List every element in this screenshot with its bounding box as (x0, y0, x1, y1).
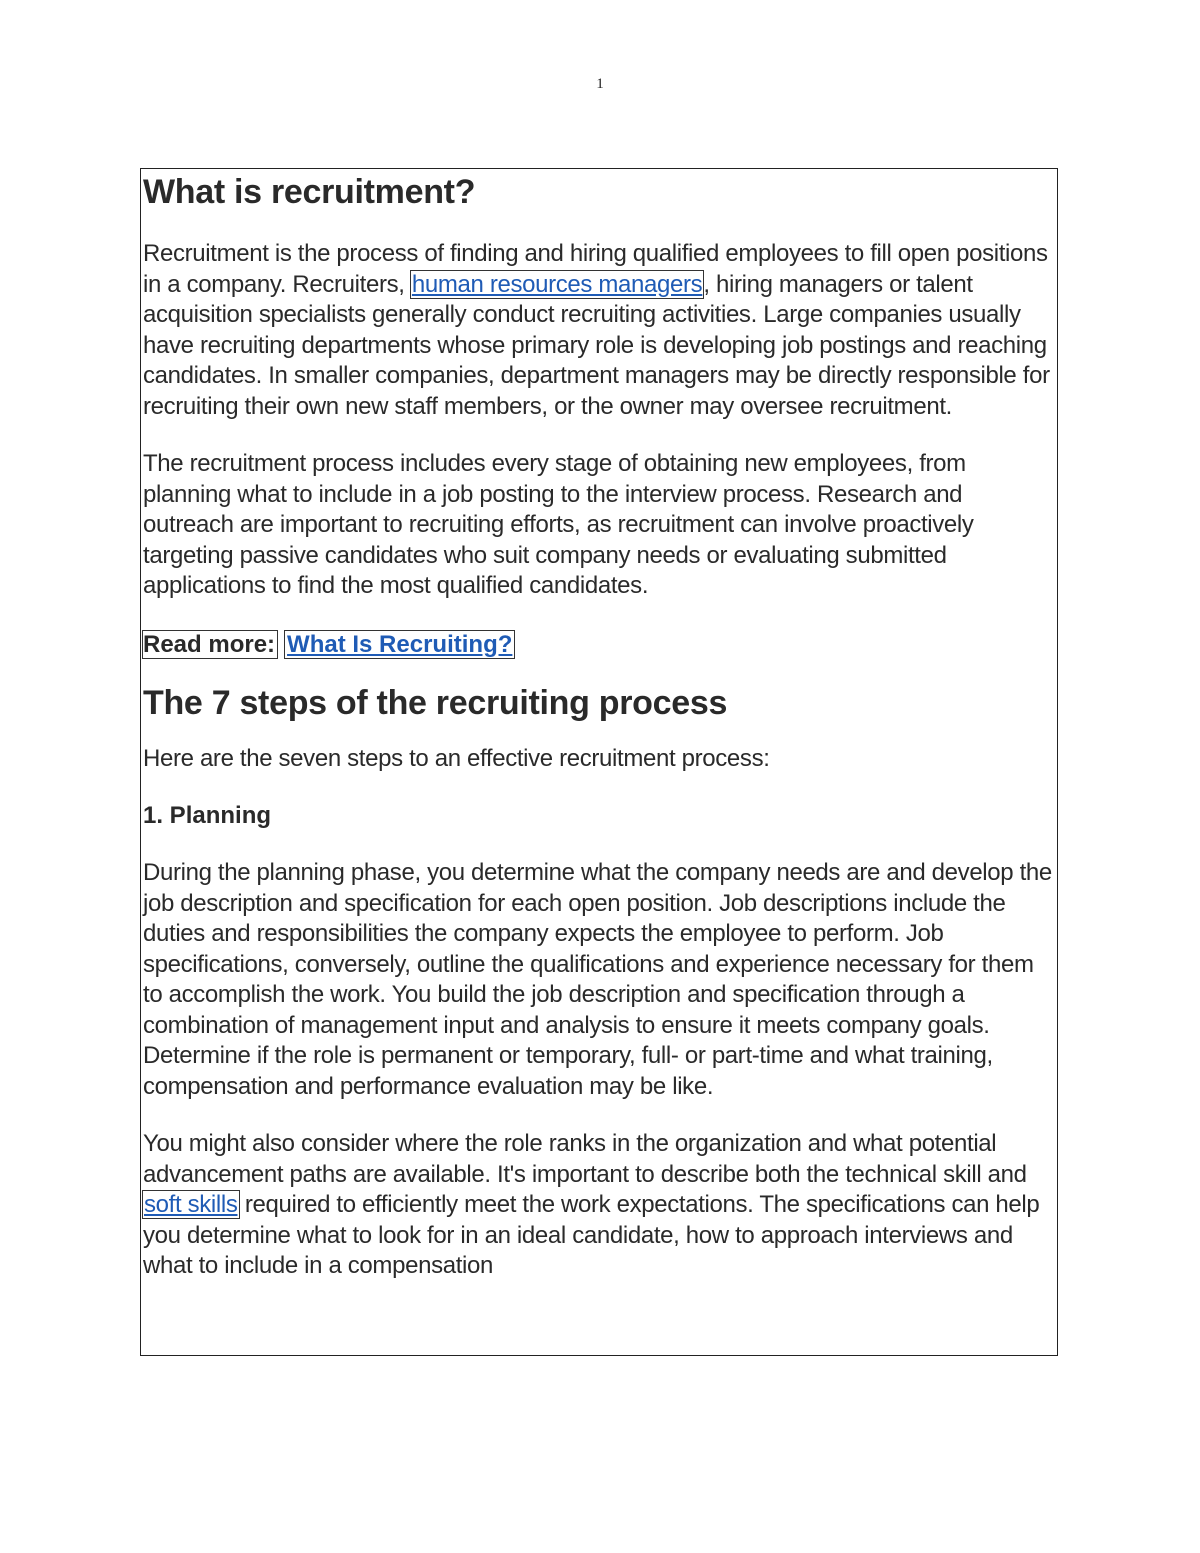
paragraph-recruitment-process: The recruitment process includes every stage of obtaining new employees, from planning what to include in a job posting to the interview process. Research and outreach are important to recruiting efforts, as recruitment can involve proactively targeting passive candidates who suit company needs or evaluating submitted applications to find the most qualified candidates. (143, 450, 974, 599)
page-number: 1 (596, 76, 604, 92)
paragraph-steps-intro: Here are the seven steps to an effective recruitment process: (143, 744, 770, 772)
link-human-resources-managers[interactable]: human resources managers (411, 270, 703, 298)
content-frame (140, 168, 1058, 1356)
paragraph-role-ranking (143, 1129, 1053, 1282)
link-soft-skills[interactable]: soft skills (144, 1191, 238, 1218)
paragraph-text: You might also consider where the role ranks in the organization and what potential advancement paths are available. It's important to describe both the technical skill and (143, 1130, 1027, 1188)
heading-step-planning: 1. Planning (143, 802, 272, 829)
paragraph-text: , hiring managers or talent acquisition specialists generally conduct recruiting activities. Large companies usually have recruiting departments whose primary role is developing job postings and reaching candidates. In smaller companies, department managers may be directly responsible for recruiting their own new staff members, or the owner may oversee recruitment. (143, 270, 1050, 420)
link-what-is-recruiting[interactable]: What Is Recruiting? (287, 630, 513, 658)
heading-what-is-recruitment: What is recruitment? (143, 173, 476, 211)
paragraph-text: Recruitment is the process of finding and hiring qualified employees to fill open positions in a company. Recruiters, (143, 240, 1048, 298)
paragraph-text: required to efficiently meet the work expectations. The specifications can help you determine what to look for in an ideal candidate, how to approach interviews and what to include in a compensation (143, 1191, 1040, 1279)
paragraph-planning-phase: During the planning phase, you determine what the company needs are and develop the job description and specification for each open position. Job descriptions include the duties and responsibilities the company expects the employee to perform. Job specifications, conversely, outline the qualifications and experience necessary for them to accomplish the work. You build the job description and specification through a combination of management input and analysis to ensure it meets company goals. Determine if the role is permanent or temporary, full- or part-time and what training, compensation and performance evaluation may be like. (143, 859, 1052, 1100)
read-more (143, 629, 1053, 661)
paragraph-recruitment-definition (143, 239, 1053, 422)
article-body (141, 172, 1057, 1282)
read-more-label: Read more: (143, 630, 276, 658)
heading-seven-steps: The 7 steps of the recruiting process (143, 683, 728, 722)
